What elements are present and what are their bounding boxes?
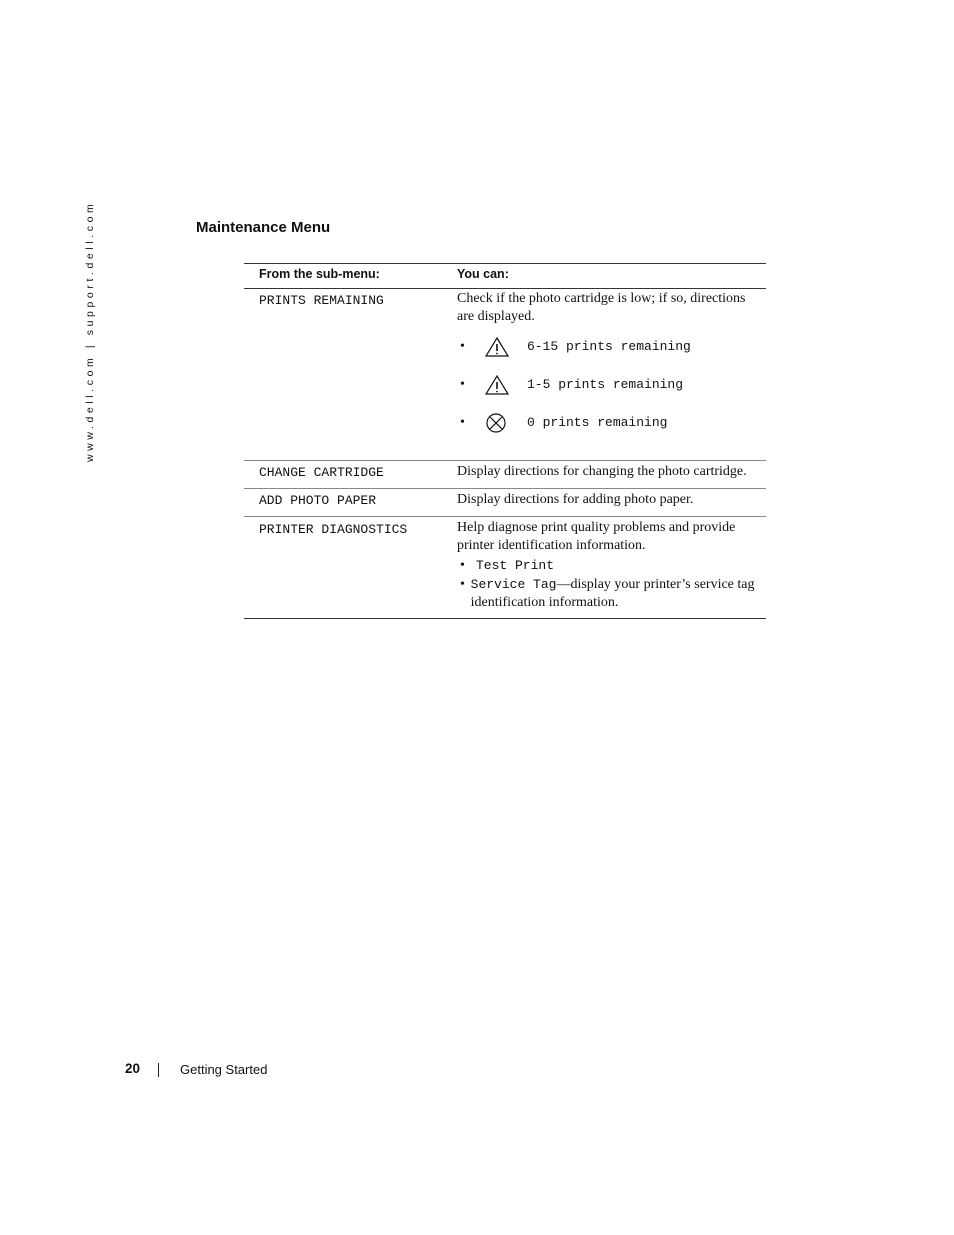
table-row-add-photo-paper [244, 489, 766, 517]
description-text: Check if the photo cartridge is low; if so, directions are displayed. [457, 291, 746, 324]
bullet: • [460, 577, 465, 592]
list-item [457, 557, 760, 575]
list-item [457, 404, 760, 442]
bullet: • [460, 558, 465, 573]
side-url: www.dell.com | support.dell.com [84, 200, 96, 462]
warning-triangle-icon [484, 374, 510, 396]
chapter-title: Getting Started [180, 1062, 268, 1077]
diagnostics-option-list [457, 557, 760, 612]
command-prints-remaining: PRINTS REMAINING [259, 293, 384, 308]
footer-divider [158, 1063, 159, 1077]
bullet: • [460, 339, 465, 354]
table-row-prints-remaining [244, 289, 766, 461]
description-add-photo-paper: Display directions for adding photo paper. [457, 492, 694, 507]
page-number: 20 [125, 1061, 141, 1076]
table-row-printer-diagnostics [244, 517, 766, 619]
list-item [457, 366, 760, 404]
description-change-cartridge: Display directions for changing the photo cartridge. [457, 464, 747, 479]
maintenance-menu-table [244, 263, 766, 619]
option-name: Service Tag [470, 577, 557, 592]
option-text: —display your printer’s service tag identification information. [470, 577, 755, 610]
header-you-can: You can: [457, 267, 509, 281]
status-list [457, 328, 760, 442]
command-change-cartridge: CHANGE CARTRIDGE [259, 465, 384, 480]
bullet: • [460, 377, 465, 392]
option-name: Test Print [476, 558, 555, 573]
list-item [457, 328, 760, 366]
table-header-row [244, 264, 766, 289]
list-item [457, 576, 760, 612]
table-row-change-cartridge [244, 461, 766, 489]
status-text: 0 prints remaining [527, 415, 668, 430]
status-text: 6-15 prints remaining [527, 339, 691, 354]
bullet: • [460, 415, 465, 430]
description-text: Help diagnose print quality problems and provide printer identification information. [457, 520, 736, 553]
description-printer-diagnostics [457, 517, 766, 619]
option-content [476, 557, 554, 575]
command-printer-diagnostics: PRINTER DIAGNOSTICS [259, 522, 408, 537]
x-circle-icon [484, 412, 510, 434]
header-submenu: From the sub-menu: [259, 267, 380, 281]
description-prints-remaining [457, 289, 766, 461]
status-text: 1-5 prints remaining [527, 377, 684, 392]
option-content [471, 576, 760, 612]
section-title: Maintenance Menu [196, 219, 331, 236]
command-add-photo-paper: ADD PHOTO PAPER [259, 493, 377, 508]
warning-triangle-icon [484, 336, 510, 358]
